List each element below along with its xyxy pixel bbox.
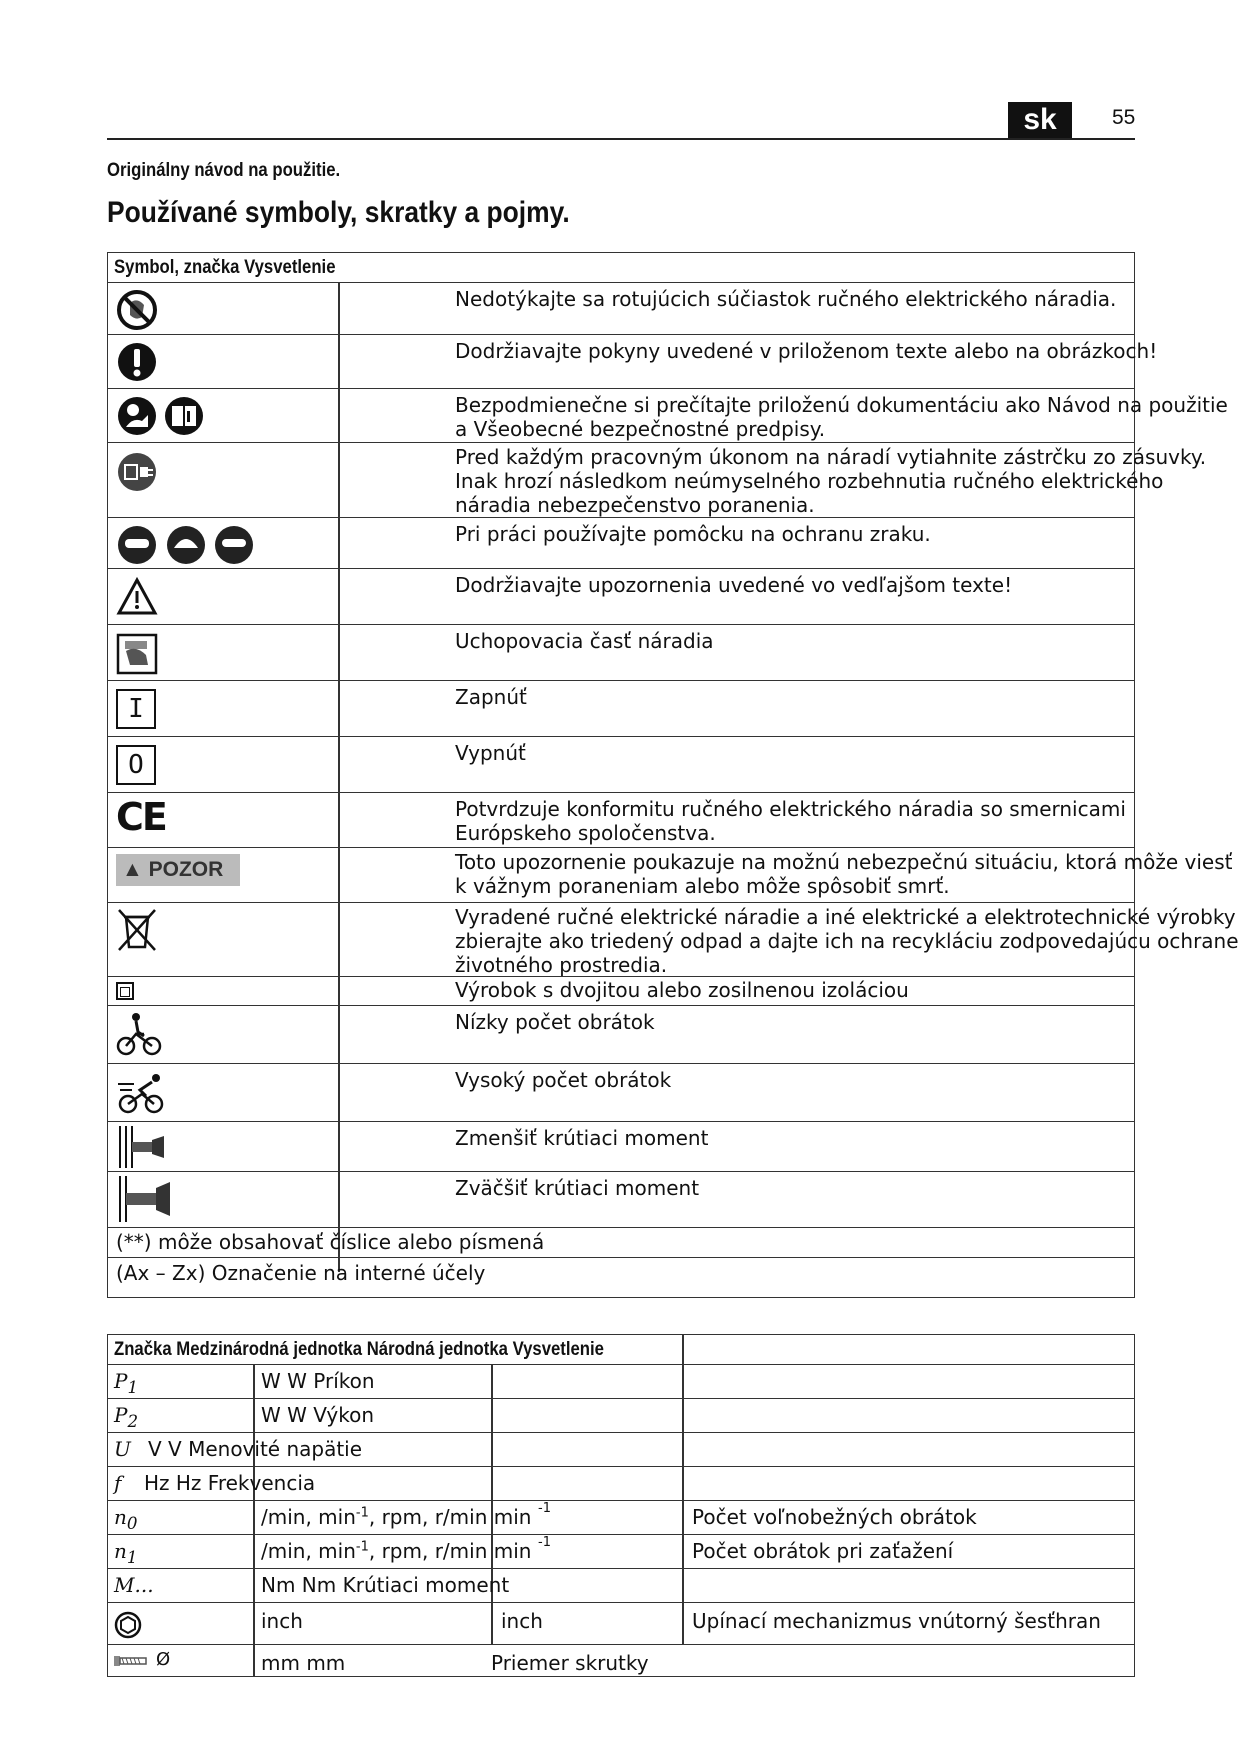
switch-on-icon: I [116, 689, 156, 729]
slow-speed-bicycle-icon [116, 1012, 162, 1058]
row-description: Zapnúť [455, 685, 527, 709]
table-row [108, 792, 1134, 847]
table-row [108, 902, 1239, 977]
mandatory-exclamation-icon [116, 341, 158, 383]
symbol-cell: $n_0$ [114, 1505, 138, 1533]
table-row [108, 1500, 1134, 1534]
fast-speed-bicycle-icon [116, 1070, 172, 1116]
row-description: Bezpodmienečne si prečítajte priloženú dokumentáciu ako Návod na použitie a Všeobecné bezpečnostné predpisy. [455, 393, 1228, 441]
warning-triangle-icon [116, 577, 158, 617]
symbol-cell: f [114, 1471, 122, 1495]
table-row [108, 1466, 1134, 1500]
pozor-label: POZOR [148, 858, 224, 881]
table-row [108, 976, 1134, 1005]
table-row [108, 1063, 1134, 1121]
row-description: Nízky počet obrátok [455, 1010, 655, 1034]
description-cell: Priemer skrutky [491, 1651, 649, 1675]
unit-cell: inch [261, 1609, 303, 1633]
symbol-cell: $P_2$ [114, 1403, 139, 1431]
table-row [108, 1398, 1134, 1432]
language-badge: sk [1008, 102, 1072, 138]
unit-cell: V V Menovité napätie [148, 1437, 363, 1461]
row-description: Pri práci používajte pomôcku na ochranu zraku. [455, 522, 931, 546]
row-description: Potvrdzuje konformitu ručného elektrického náradia so smernicami Európskeho spoločenstva. [455, 797, 1126, 845]
row-description: Uchopovacia časť náradia [455, 629, 714, 653]
table-row [108, 388, 1228, 442]
inner-square [120, 987, 130, 997]
symbol-cell: $n_1$ [114, 1539, 138, 1567]
switch-off-icon: O [116, 745, 156, 785]
description-cell: Upínací mechanizmus vnútorný šesťhran [692, 1609, 1101, 1633]
eye-protection-icon [116, 524, 256, 566]
row-description: Vysoký počet obrátok [455, 1068, 672, 1092]
table-row [108, 1432, 1134, 1466]
no-touch-rotating-icon [116, 289, 158, 331]
row-description: Dodržiavajte upozornenia uvedené vo vedľajšom texte! [455, 573, 1013, 597]
row-description: Nedotýkajte sa rotujúcich súčiastok ručného elektrického náradia. [455, 287, 1117, 311]
row-description: Výrobok s dvojitou alebo zosilnenou izoláciou [455, 978, 909, 1002]
document-subtitle: Originálny návod na použitie. [107, 160, 341, 181]
page-title: Používané symboly, skratky a pojmy. [107, 196, 570, 229]
table-row [108, 282, 1134, 334]
unit-cell: Nm Nm Krútiaci moment [261, 1573, 510, 1597]
table-row [108, 568, 1134, 624]
grip-hand-icon [116, 633, 158, 675]
row-description: Vypnúť [455, 741, 526, 765]
description-cell: Počet obrátok pri zaťažení [692, 1539, 954, 1563]
table-row [108, 1121, 1134, 1171]
table-row [108, 517, 1134, 568]
diameter-symbol: Ø [156, 1649, 171, 1670]
table-row [108, 624, 1134, 680]
unplug-icon [116, 451, 158, 493]
pozor-badge-icon [116, 854, 240, 886]
warning-triangle-icon: ▲ [122, 858, 143, 881]
table-row [108, 442, 1207, 517]
symbols-table [107, 252, 1239, 1298]
row-description: Toto upozornenie poukazuje na možnú nebezpečnú situáciu, ktorá môže viesť k vážnym poraneniam alebo môže spôsobiť smrť. [455, 850, 1233, 898]
table-row [108, 1257, 1134, 1297]
row-description: Dodržiavajte pokyny uvedené v priloženom texte alebo na obrázkoch! [455, 339, 1158, 363]
description-cell: Počet voľnobežných obrátok [692, 1505, 977, 1529]
table-row [108, 1364, 1134, 1398]
table-row [108, 334, 1158, 388]
footnote: (**) môže obsahovať číslice alebo písmená [116, 1230, 545, 1254]
table-row [108, 1171, 1134, 1227]
row-description: Zmenšiť krútiaci moment [455, 1126, 709, 1150]
header-rule [107, 138, 1135, 140]
row-description: Zväčšiť krútiaci moment [455, 1176, 700, 1200]
symbol-cell: $P_1$ [114, 1369, 139, 1397]
unit-cell: inch [501, 1609, 543, 1633]
page-number: 55 [1112, 106, 1136, 129]
row-description: Vyradené ručné elektrické náradie a iné elektrické a elektrotechnické výrobky zbierajte ako triedený odpad a dajte ich na recykláciu zodpovedajúcu ochrane životného prostredia. [455, 905, 1239, 977]
symbol-cell: U [114, 1437, 131, 1461]
double-insulation-icon [116, 982, 134, 1000]
superscript: -1 [538, 1535, 551, 1550]
increase-torque-icon [116, 1176, 172, 1222]
table-row [108, 1568, 1134, 1602]
table-row [108, 1644, 1134, 1678]
table-row [108, 1227, 1134, 1257]
units-table-header: Značka Medzinárodná jednotka Národná jednotka Vysvetlenie [114, 1339, 604, 1360]
unit-cell: /min, $\min^{-1}$, rpm, r/min min [261, 1539, 532, 1563]
screw-icon [114, 1654, 150, 1668]
symbols-table-header: Symbol, značka Vysvetlenie [114, 257, 336, 278]
table-row [108, 736, 1134, 792]
unit-cell: W W Výkon [261, 1403, 375, 1427]
unit-cell: Hz Hz Frekvencia [144, 1471, 316, 1495]
table-row [108, 680, 1134, 736]
row-description: Pred každým pracovným úkonom na náradí vytiahnite zástrčku zo zásuvky. Inak hrozí následkom neúmyselného rozbehnutia ručného elektrického náradia nebezpečenstvo poranenia. [455, 445, 1207, 517]
weee-bin-icon [116, 907, 158, 953]
table-row [108, 847, 1233, 902]
table-row [108, 1005, 1134, 1063]
footnote: (Ax – Zx) Označenie na interné účely [116, 1261, 486, 1285]
symbol-cell: M... [114, 1573, 154, 1597]
hexagon-socket-icon [114, 1611, 142, 1639]
superscript: -1 [538, 1501, 551, 1516]
unit-cell: W W Príkon [261, 1369, 375, 1393]
table-row [108, 1602, 1134, 1644]
unit-cell: /min, $\min^{-1}$, rpm, r/min min [261, 1505, 532, 1529]
read-manual-icon [116, 395, 208, 437]
units-table [107, 1334, 1135, 1677]
unit-cell: mm mm [261, 1651, 346, 1675]
ce-mark-icon: CE [116, 795, 166, 839]
table-row [108, 1534, 1134, 1568]
reduce-torque-icon [116, 1126, 172, 1168]
